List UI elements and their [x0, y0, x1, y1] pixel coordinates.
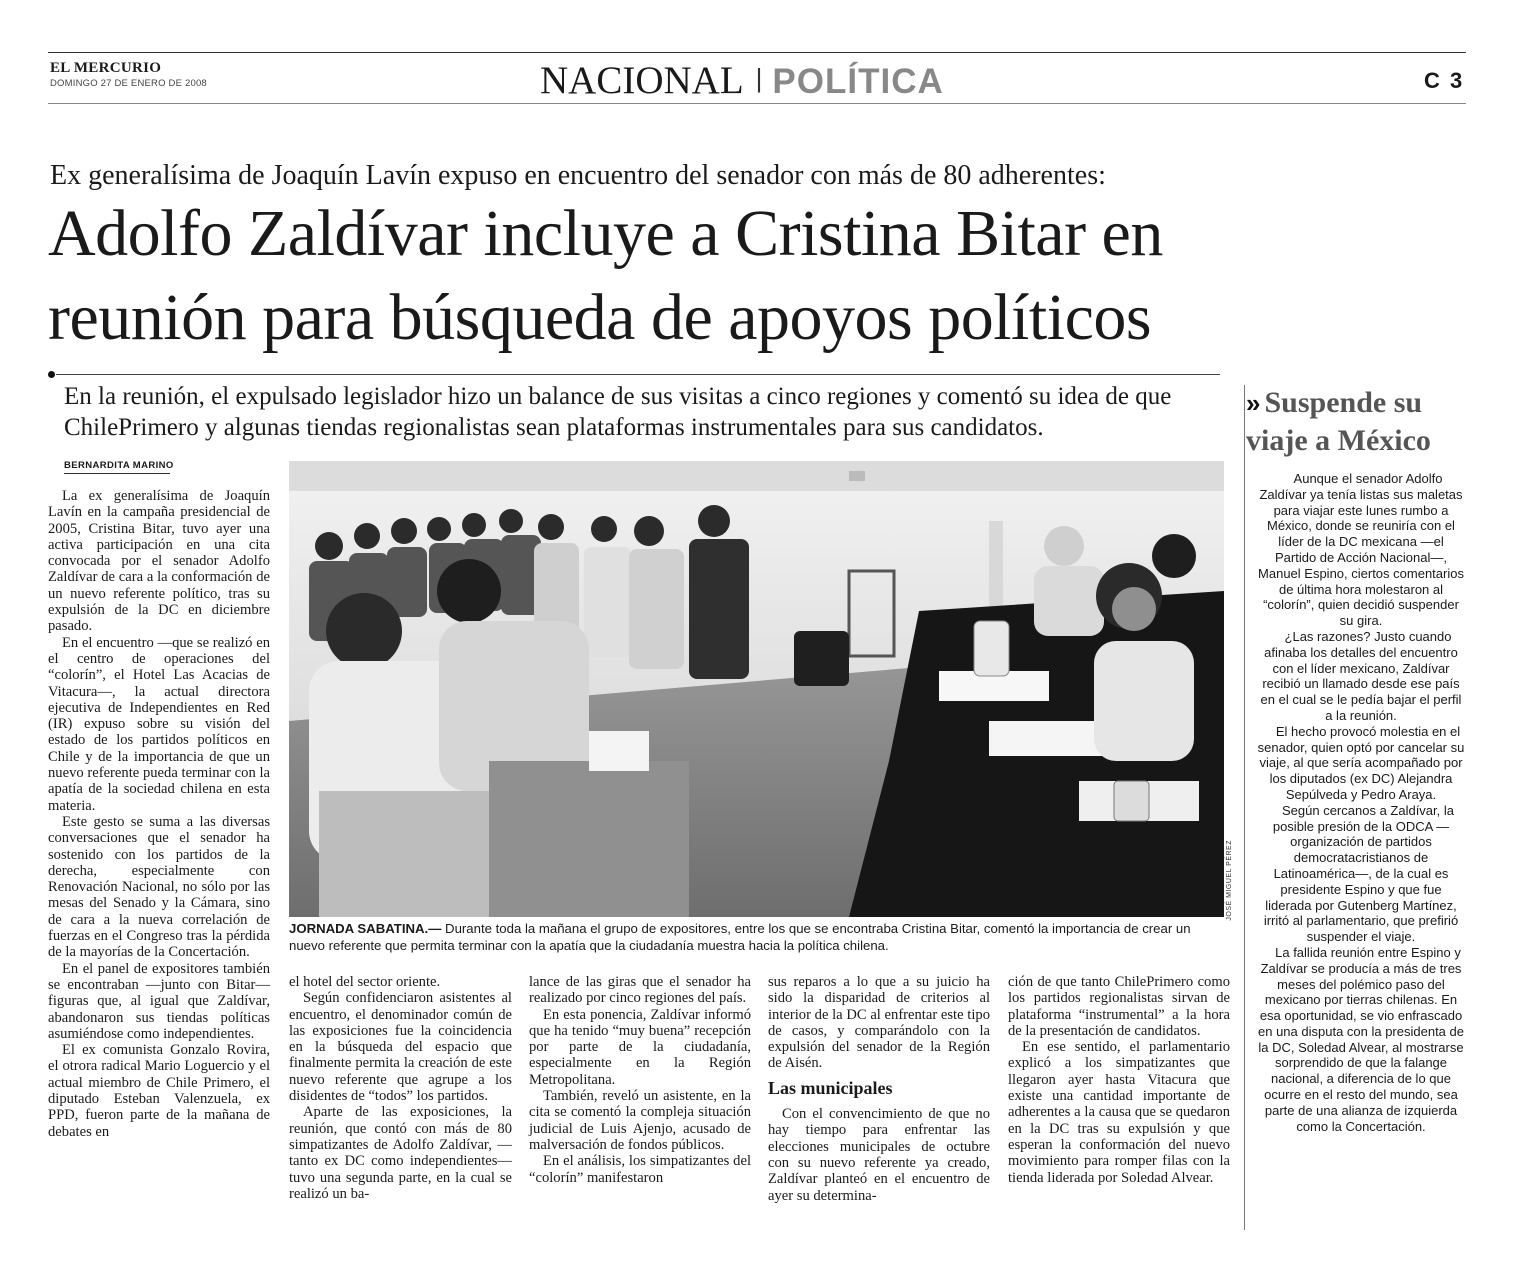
article-byline: BERNARDITA MARINO — [64, 460, 174, 471]
issue-date: DOMINGO 27 DE ENERO DE 2008 — [50, 78, 207, 89]
newspaper-name: EL MERCURIO — [50, 60, 162, 76]
byline-rule — [64, 473, 170, 474]
sidebar-title — [1246, 384, 1462, 460]
body-column-2 — [289, 974, 512, 1202]
sidebar-body — [1256, 471, 1466, 1134]
paragraph: ción de que tanto ChilePrimero como los partidos regionalistas sirvan de plataforma “instrumental” a la hora de la presentación de candidatos. — [1008, 974, 1230, 1039]
paragraph: En el encuentro —que se realizó en el centro de operaciones del “colorín”, el Hotel Las Acacias de Vitacura—, la actual directora ejecutiva de Independientes en Red (IR) expuso sobre su visión del estado de los partidos políticos en Chile y de la importancia de que un nuevo referente pueda terminar con la apatía de la sociedad chilena en esta materia. — [48, 634, 270, 814]
paragraph: La fallida reunión entre Espino y Zaldívar se producía a más de tres meses del polémico paso del mexicano por tierras chilenas. En esa oportunidad, se vio enfrascado en una disputa con la presidenta de la DC, Soledad Alvear, al mostrarse sorprendido de que la falange nacional, a diferencia de lo que ocurre en el resto del mundo, sea parte de una alianza de izquierda como la Concertación. — [1258, 944, 1464, 1134]
article-headline — [48, 192, 1448, 360]
paragraph: Según cercanos a Zaldívar, la posible presión de la ODCA —organización de partidos democratacristianos de Latinoamérica—, de la cual es presidente Espino y que fue liderada por Gutenberg Martínez, irritó al parlamentario, que prefirió suspender el viaje. — [1263, 802, 1459, 945]
article-kicker: Ex generalísima de Joaquín Lavín expuso en encuentro del senador con más de 80 adherentes: — [50, 160, 1106, 191]
headline-line-2: reunión para búsqueda de apoyos políticos — [48, 281, 1152, 354]
header-rule — [48, 103, 1466, 104]
article-lead: En la reunión, el expulsado legislador hizo un balance de sus visitas a cinco regiones y comentó su idea de que ChilePrimero y algunas tiendas regionalistas sean plataformas instrumentales para sus candidatos. — [64, 383, 1172, 441]
photo-credit: JOSÉ MIGUEL PÉREZ — [1226, 840, 1233, 921]
paragraph: También, reveló un asistente, en la cita se comentó la compleja situación judicial de Luis Ajenjo, acusado de malversación de fondos públicos. — [529, 1088, 751, 1153]
meeting-photo-illustration — [289, 461, 1224, 917]
paragraph: Este gesto se suma a las diversas conversaciones que el senador ha sostenido con los partidos de la derecha, especialmente con Renovación Nacional, no sólo por las mesas del Senado y la Cámara, sino de cara a la nueva correlación de fuerzas en el Congreso tras la pérdida de la mayorías de la Concertación. — [48, 813, 270, 961]
paragraph: El hecho provocó molestia en el senador, quien optó por cancelar su viaje, al que sería acompañado por los diputados (ex DC) Alejandra Sepúlveda y Pedro Araya. — [1257, 723, 1465, 802]
paragraph: Aparte de las exposiciones, la reunión, que contó con más de 80 simpatizantes de Adolfo Zaldívar, —tanto ex DC como independientes— tuvo una segunda parte, en la cual se realizó un ba- — [289, 1104, 512, 1202]
paragraph: lance de las giras que el senador ha realizado por cinco regiones del país. — [529, 974, 751, 1007]
paragraph: En esta ponencia, Zaldívar informó que ha tenido “muy buena” recepción por parte de la ciudadanía, especialmente en la Región Metropolitana. — [529, 1006, 751, 1088]
caption-label: JORNADA SABATINA.— — [289, 921, 442, 936]
subheading-municipales: Las municipales — [768, 1077, 893, 1098]
sidebar-title-text: Suspende su viaje a México — [1246, 386, 1431, 457]
article-photo — [289, 461, 1224, 917]
headline-line-1: Adolfo Zaldívar incluye a Cristina Bitar en — [48, 197, 1163, 270]
section-separator: | — [755, 63, 763, 93]
subsection-name: POLÍTICA — [772, 62, 944, 101]
paragraph: En ese sentido, el parlamentario explicó a los simpatizantes que llegaron ayer hasta Vitacura que existe una cantidad importante de adherentes a la causa que se quedaron en la DC tras su expulsión y que esperan la conformación del nuevo movimiento para romper filas con la tienda liderada por Soledad Alvear. — [1008, 1039, 1230, 1186]
paragraph: sus reparos a lo que a su juicio ha sido la disparidad de criterios al interior de la DC al enfrentar este tipo de casos, y comparándolo con la expulsión del senador de la Región de Aisén. — [768, 974, 990, 1072]
paragraph: el hotel del sector oriente. — [289, 974, 441, 990]
body-column-5 — [1008, 974, 1230, 1186]
paragraph: ¿Las razones? Justo cuando afinaba los detalles del encuentro con el líder mexicano, Zaldívar recibió un llamado desde ese país en el cual se le pedía bajar el perfil a la reunión. — [1260, 628, 1462, 723]
page-number: C 3 — [1424, 68, 1465, 93]
section-header — [540, 55, 944, 105]
body-column-3 — [529, 974, 751, 1186]
paragraph: En el panel de expositores también se encontraban —junto con Bitar— figuras que, al igual que Zaldívar, abandonaron sus tiendas políticas asumiéndose como independientes. — [48, 960, 270, 1042]
section-name: NACIONAL — [540, 59, 744, 102]
caption-text: Durante toda la mañana el grupo de expositores, entre los que se encontraba Cristina Bitar, comentó la importancia de crear un nuevo referente que permita terminar con la apatía que la ciudadanía muestra hacia la política chilena. — [289, 921, 1191, 953]
lead-bullet-icon — [48, 371, 55, 378]
body-column-4 — [768, 974, 990, 1204]
body-column-1 — [48, 488, 270, 1140]
paragraph: Según confidenciaron asistentes al encuentro, el denominador común de las exposiciones fue la coincidencia en la búsqueda del espacio que finalmente permita la creación de este nuevo referente que agrupe a los disidentes de “todos” los partidos. — [289, 990, 512, 1105]
double-chevron-icon: » — [1246, 388, 1261, 418]
lead-rule — [56, 374, 1220, 375]
sidebar-rule — [1244, 385, 1245, 1230]
paragraph: El ex comunista Gonzalo Rovira, el otrora radical Mario Loguercio y el actual miembro de Chile Primero, el diputado Esteban Valenzuela, ex PPD, fueron parte de la mañana de debates en — [48, 1042, 270, 1140]
photo-caption — [289, 921, 1229, 954]
top-rule — [48, 52, 1466, 53]
paragraph: La ex generalísima de Joaquín Lavín en la campaña presidencial de 2005, Cristina Bitar, tuvo ayer una activa participación en una cita convocada por el senador Adolfo Zaldívar de cara a la conformación de un nuevo referente político, tras su expulsión de la DC en diciembre pasado. — [48, 488, 270, 635]
paragraph: Con el convencimiento de que no hay tiempo para enfrentar las elecciones municipales de octubre con su nuevo referente ya creado, Zaldívar planteó en el encuentro de ayer su determina- — [768, 1106, 990, 1204]
paragraph: Aunque el senador Adolfo Zaldívar ya tenía listas sus maletas para viajar este lunes rumbo a México, donde se reuniría con el líder de la DC mexicana —el Partido de Acción Nacional—, Manuel Espino, ciertos comentarios de última hora molestaron al “colorín”, quien decidió suspender su gira. — [1258, 471, 1464, 629]
paragraph: En el análisis, los simpatizantes del “colorín” manifestaron — [529, 1153, 751, 1186]
